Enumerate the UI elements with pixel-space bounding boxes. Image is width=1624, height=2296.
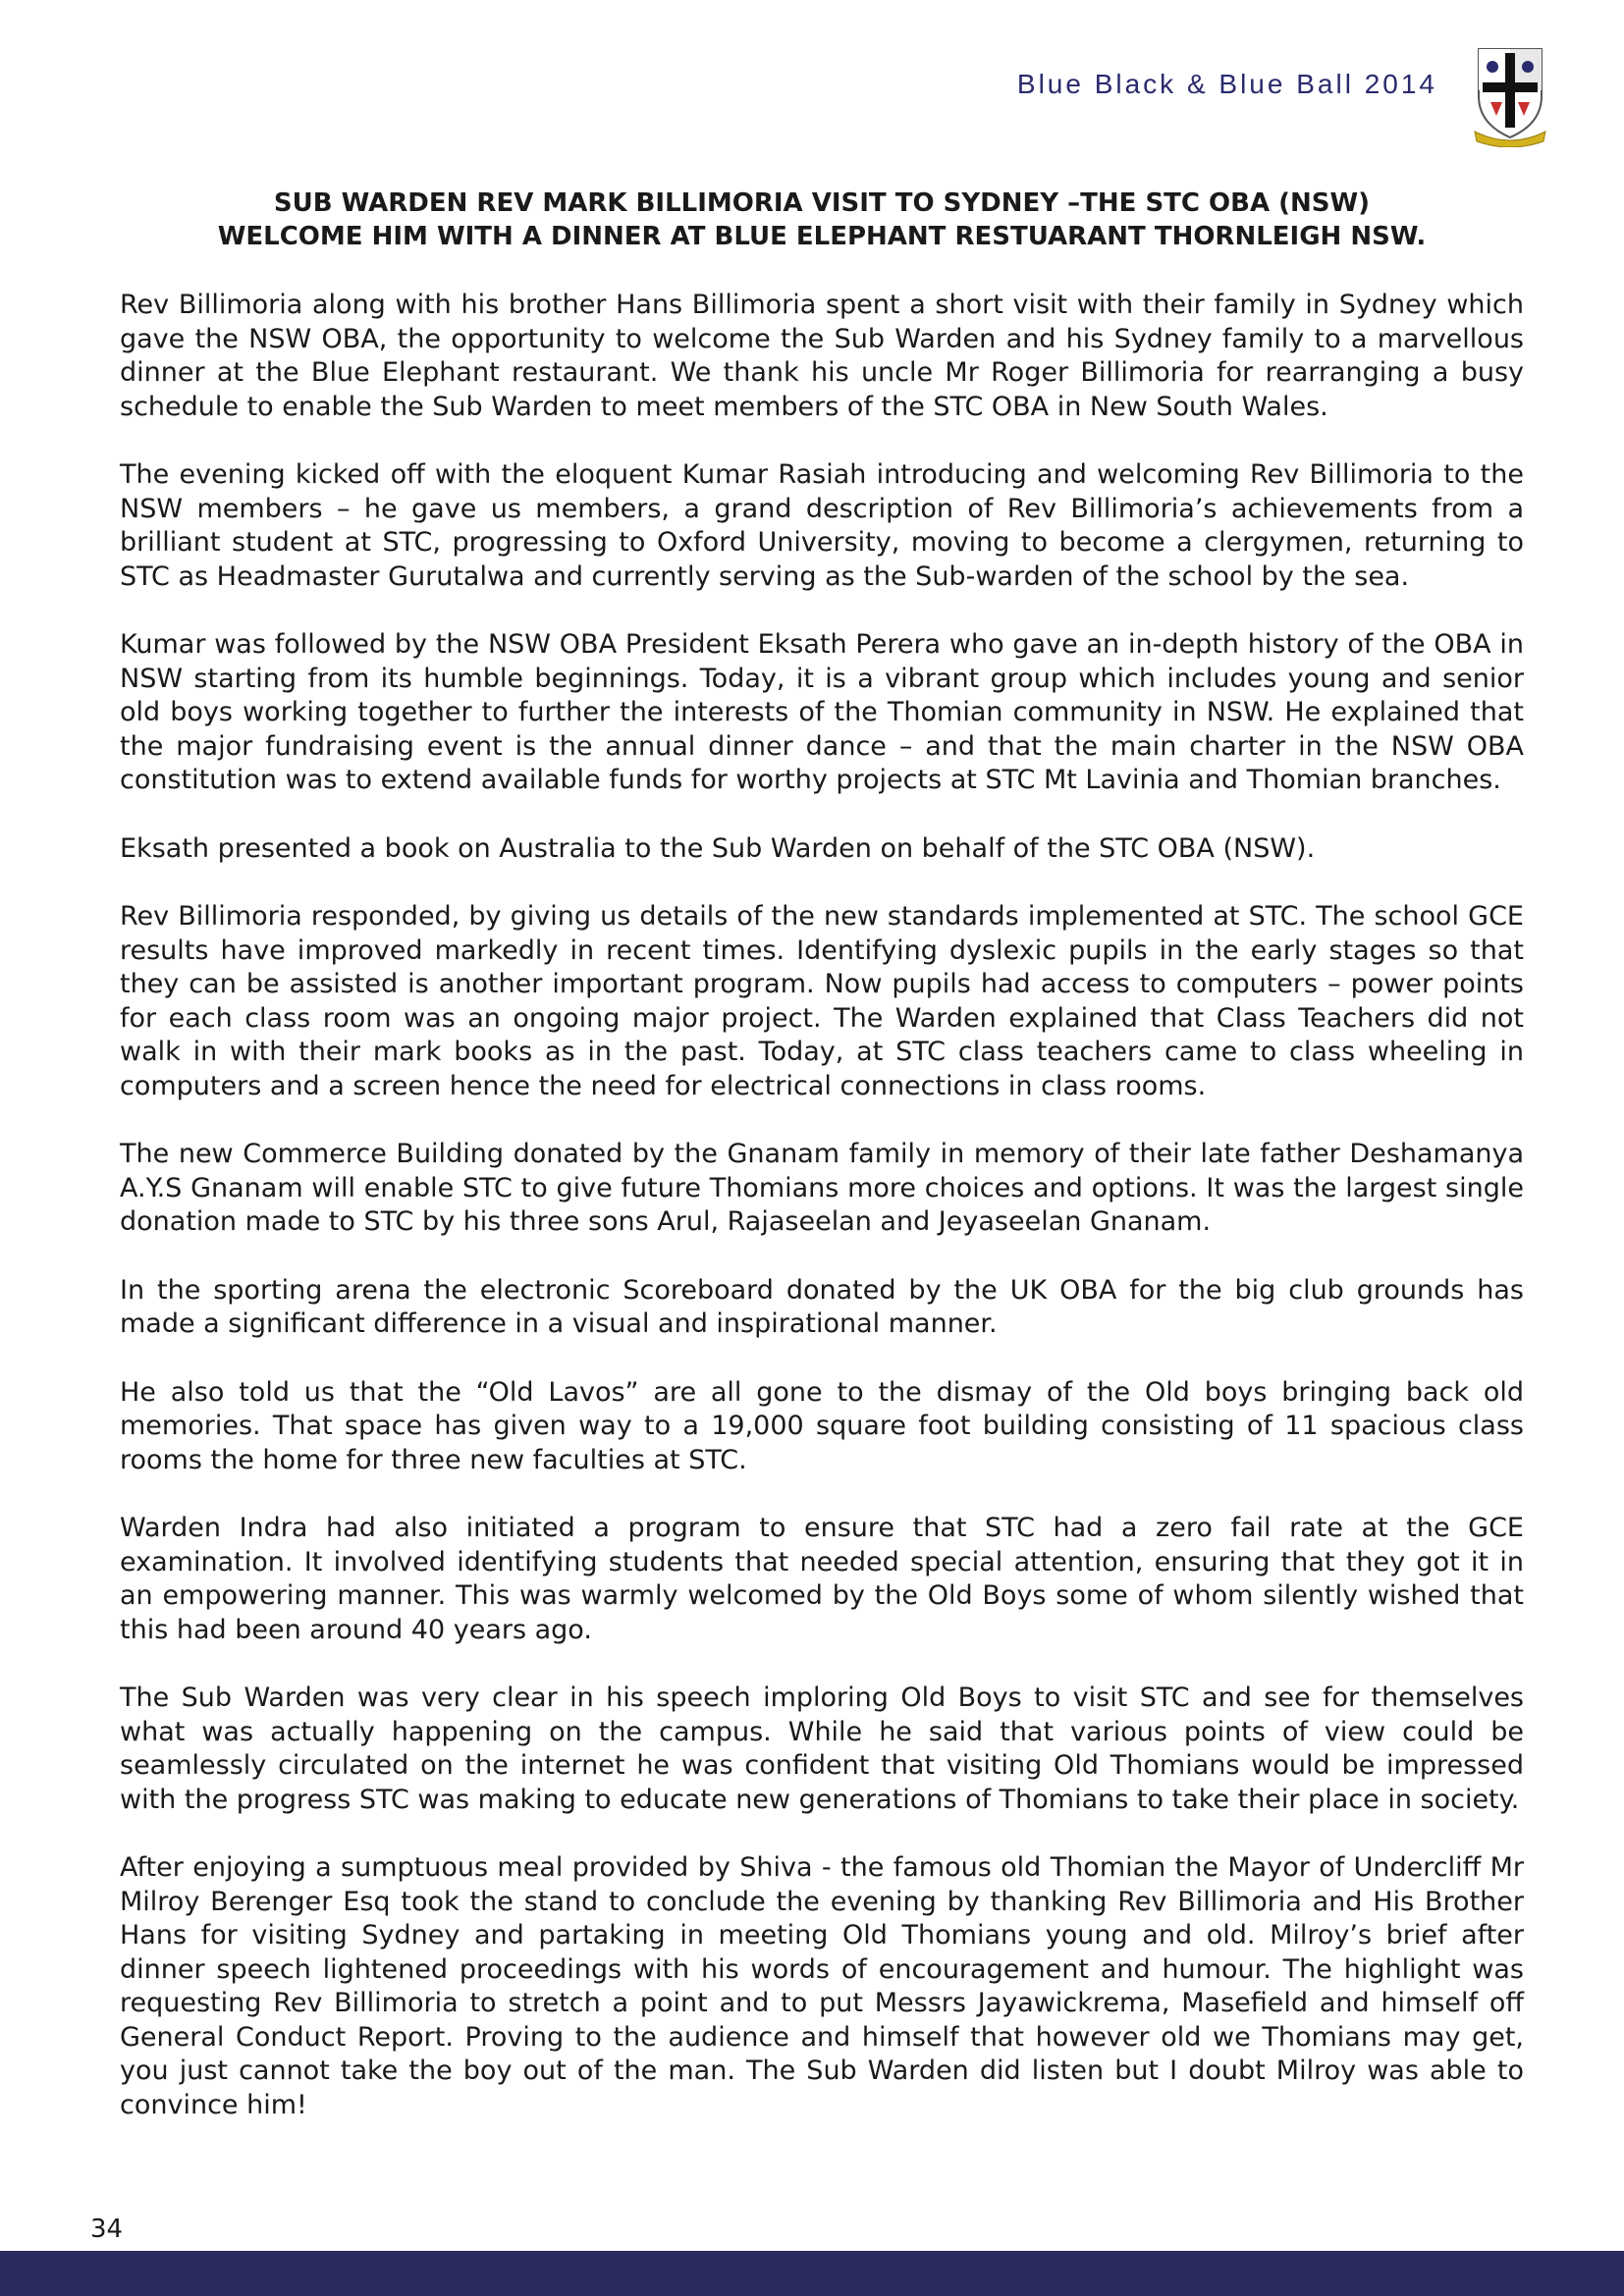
footer-bar <box>0 2251 1624 2296</box>
publication-title: Blue Black & Blue Ball 2014 <box>1016 69 1437 99</box>
paragraph-6: The new Commerce Building donated by the Gnanam family in memory of their late father Deshamanya A.Y.S Gnanam will enable STC to give future Thomians more choices and options. It was the largest single donation made to STC by his three sons Arul, Rajaseelan and Jeyaseelan Gnanam. <box>120 1139 1524 1237</box>
paragraph-3: Kumar was followed by the NSW OBA President Eksath Perera who gave an in-depth history of the OBA in NSW starting from its humble beginnings. Today, it is a vibrant group which includes young and senior old boys working together to further the interests of the Thomian community in NSW. He explained that the major fundraising event is the annual dinner dance – and that the main charter in the NSW OBA constitution was to extend available funds for worthy projects at STC Mt Lavinia and Thomian branches. <box>120 629 1524 795</box>
paragraph-2: The evening kicked off with the eloquent Kumar Rasiah introducing and welcoming Rev Billimoria to the NSW members – he gave us members, a grand description of Rev Billimoria’s achievements from a brilliant student at STC, progressing to Oxford University, moving to become a clergymen, returning to STC as Headmaster Gurutalwa and currently serving as the Sub-warden of the school by the sea. <box>120 459 1524 592</box>
paragraph-8: He also told us that the “Old Lavos” are all gone to the dismay of the Old boys bringing back old memories. That space has given way to a 19,000 square foot building consisting of 11 spacious class rooms the home for three new faculties at STC. <box>120 1376 1524 1475</box>
article-title <box>120 187 1524 253</box>
paragraph-4: Eksath presented a book on Australia to the Sub Warden on behalf of the STC OBA (NSW). <box>120 832 1316 864</box>
paragraph-9: Warden Indra had also initiated a program to ensure that STC had a zero fail rate at the GCE examination. It involved identifying students that needed special attention, ensuring that they got it in an empowering manner. This was warmly welcomed by the Old Boys some of whom silently wished that this had been around 40 years ago. <box>120 1513 1524 1645</box>
article-title-line-1: SUB WARDEN REV MARK BILLIMORIA VISIT TO SYDNEY –THE STC OBA (NSW) <box>273 188 1371 218</box>
paragraph-11: After enjoying a sumptuous meal provided by Shiva - the famous old Thomian the Mayor of Undercliff Mr Milroy Berenger Esq took the stand to conclude the evening by thanking Rev Billimoria and His Brother Hans for visiting Sydney and partaking in meeting Old Thomians young and old. Milroy’s brief after dinner speech lightened proceedings with his words of encouragement and humour. The highlight was requesting Rev Billimoria to stretch a point and to put Messrs Jayawickrema, Masefield and himself off General Conduct Report. Proving to the audience and himself that however old we Thomians may get, you just cannot take the boy out of the man. The Sub Warden did listen but I doubt Milroy was able to convince him! <box>120 1852 1524 2120</box>
paragraph-5: Rev Billimoria responded, by giving us details of the new standards implemented at STC. The school GCE results have improved markedly in recent times. Identifying dyslexic pupils in the early stages so that they can be assisted is another important program. Now pupils had access to computers – power points for each class room was an ongoing major project. The Warden explained that Class Teachers did not walk in with their mark books as in the past. Today, at STC class teachers came to class wheeling in computers and a screen hence the need for electrical connections in class rooms. <box>120 901 1524 1101</box>
article-body <box>120 289 1524 2157</box>
school-crest-icon <box>1469 43 1551 147</box>
page-number: 34 <box>90 2215 124 2244</box>
paragraph-10: The Sub Warden was very clear in his speech imploring Old Boys to visit STC and see for themselves what was actually happening on the campus. While he said that various points of view could be seamlessly circulated on the internet he was confident that visiting Old Thomians would be impressed with the progress STC was making to educate new generations of Thomians to take their place in society. <box>120 1682 1524 1815</box>
article-title-line-2: WELCOME HIM WITH A DINNER AT BLUE ELEPHANT RESTUARANT THORNLEIGH NSW. <box>217 222 1427 251</box>
paragraph-7: In the sporting arena the electronic Scoreboard donated by the UK OBA for the big club grounds has made a significant difference in a visual and inspirational manner. <box>120 1274 1524 1339</box>
paragraph-1: Rev Billimoria along with his brother Hans Billimoria spent a short visit with their family in Sydney which gave the NSW OBA, the opportunity to welcome the Sub Warden and his Sydney family to a marvellous dinner at the Blue Elephant restaurant. We thank his uncle Mr Roger Billimoria for rearranging a busy schedule to enable the Sub Warden to meet members of the STC OBA in New South Wales. <box>120 290 1524 422</box>
